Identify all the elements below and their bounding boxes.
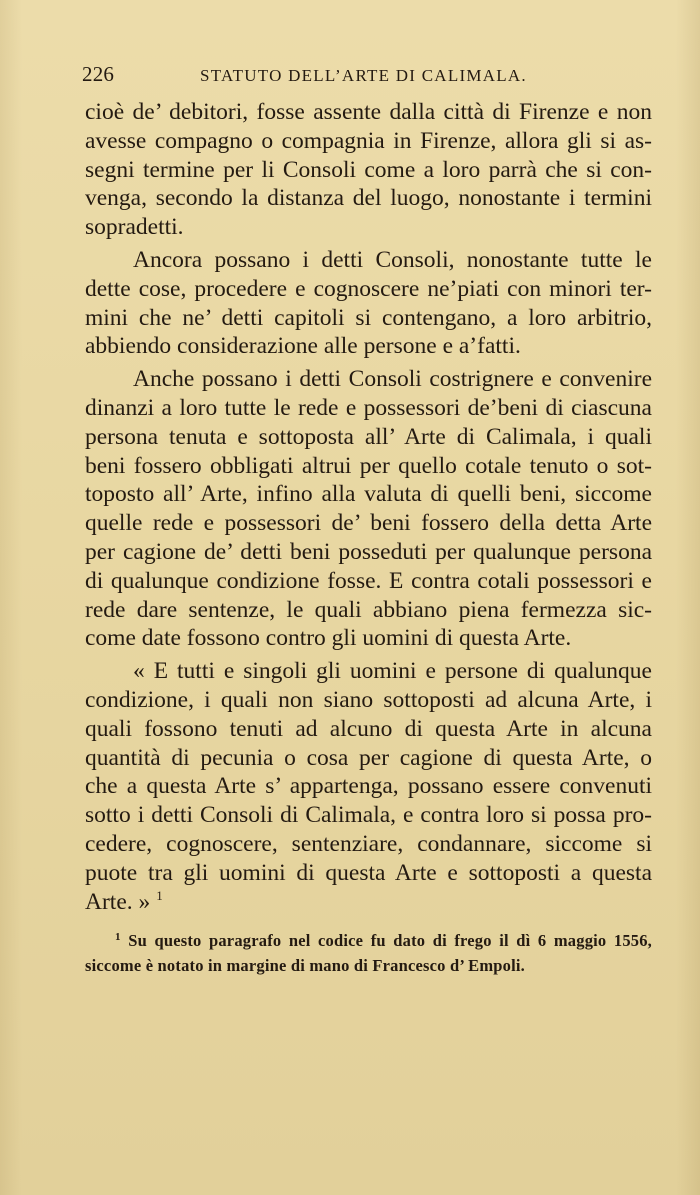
paragraph bbox=[85, 98, 652, 242]
text-line: Ancora possano i detti Consoli, nonostante tutte le bbox=[133, 246, 652, 273]
paragraph bbox=[85, 246, 652, 361]
running-title: STATUTO DELL’ARTE DI CALIMALA. bbox=[200, 66, 527, 85]
text-line: che a questa Arte s’ appartenga, possano essere convenuti bbox=[85, 773, 652, 800]
footnote-line: siccome è notato in margine di mano di Francesco d’ Empoli. bbox=[85, 956, 526, 975]
text-line: cioè de’ debitori, fosse assente dalla città di Firenze e non bbox=[85, 99, 652, 125]
page-number: 226 bbox=[82, 62, 115, 86]
text-line: « E tutti e singoli gli uomini e persone di qualunque bbox=[133, 658, 652, 685]
text-line: venga, secondo la distanza del luogo, nonostante i termini bbox=[85, 185, 652, 212]
text-line: dinanzi a loro tutte le rede e possessori de’beni di ciascuna bbox=[85, 394, 652, 421]
text-line: sotto i detti Consoli di Calimala, e contra loro si possa pro- bbox=[85, 802, 652, 829]
footnote bbox=[85, 928, 652, 978]
text-line: di qualunque condizione fosse. E contra cotali possessori e bbox=[85, 567, 652, 594]
text-line: puote tra gli uomini di questa Arte e sottoposti a questa bbox=[85, 859, 652, 886]
text-line: toposto all’ Arte, infino alla valuta di quelli beni, siccome bbox=[85, 481, 652, 508]
text-line: persona tenuta e sottoposta all’ Arte di Calimala, i quali bbox=[85, 423, 652, 450]
text-line: quali fossono tenuti ad alcuno di questa Arte in alcuna bbox=[85, 715, 652, 742]
text-line: per cagione de’ detti beni posseduti per qualunque persona bbox=[85, 538, 652, 565]
text-line: quantità di pecunia o cosa per cagione di questa Arte, o bbox=[85, 744, 652, 771]
paragraph bbox=[85, 365, 652, 653]
text-line-content: Arte. » bbox=[85, 888, 151, 915]
text-line: condizione, i quali non siano sottoposti ad alcuna Arte, i bbox=[85, 686, 652, 713]
text-line: mini che ne’ detti capitoli si contengano, a loro arbitrio, bbox=[85, 304, 652, 331]
footnote-line bbox=[85, 928, 652, 953]
footnote-line-content: Su questo paragrafo nel codice fu dato di frego il dì 6 maggio 1556, bbox=[128, 931, 652, 950]
text-line: Anche possano i detti Consoli costrignere e convenire bbox=[133, 366, 652, 393]
footnote-reference: 1 bbox=[156, 887, 163, 903]
paragraph bbox=[85, 657, 652, 916]
text-line: dette cose, procedere e cognoscere ne’piati con minori ter- bbox=[85, 275, 652, 302]
text-line: abbiendo considerazione alle persone e a’fatti. bbox=[85, 333, 521, 360]
text-line: avesse compagno o compagnia in Firenze, allora gli si as- bbox=[85, 127, 652, 154]
body-text bbox=[85, 98, 652, 916]
text-line: sopradetti. bbox=[85, 214, 184, 241]
text-line: segni termine per li Consoli come a loro parrà che si con- bbox=[85, 156, 652, 183]
text-line bbox=[85, 888, 652, 917]
text-line: quelle rede e possessori de’ beni fossero della detta Arte bbox=[85, 510, 652, 537]
text-line: rede dare sentenze, le quali abbiano piena fermezza sic- bbox=[85, 596, 652, 623]
text-line: come date fossono contro gli uomini di questa Arte. bbox=[85, 625, 572, 652]
text-line: cedere, cognoscere, sentenziare, condannare, siccome si bbox=[85, 830, 652, 857]
text-line: beni fossero obbligati altrui per quello cotale tenuto o sot- bbox=[85, 452, 652, 479]
footnote-marker: 1 bbox=[115, 931, 121, 943]
